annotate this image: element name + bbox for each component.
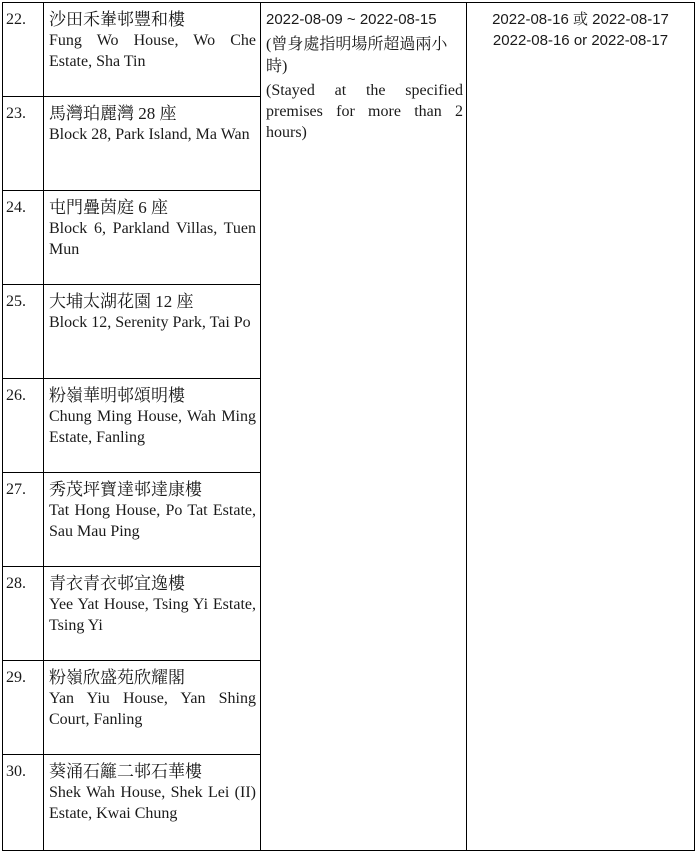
row-number: 27. bbox=[3, 473, 44, 567]
row-number: 26. bbox=[3, 379, 44, 473]
premises-name-zh: 大埔太湖花園 12 座 bbox=[49, 292, 194, 311]
premises-name-zh: 粉嶺華明邨頌明樓 bbox=[49, 386, 185, 405]
premises-cell bbox=[44, 191, 261, 285]
row-number: 23. bbox=[3, 97, 44, 191]
row-number: 24. bbox=[3, 191, 44, 285]
premises-cell bbox=[44, 755, 261, 851]
premises-cell bbox=[44, 3, 261, 97]
premises-cell bbox=[44, 661, 261, 755]
row-number: 29. bbox=[3, 661, 44, 755]
test-date-zh: 2022-08-16 或 2022-08-17 bbox=[492, 11, 669, 28]
row-number: 25. bbox=[3, 285, 44, 379]
visit-date-range: 2022-08-09 ~ 2022-08-15 bbox=[266, 11, 437, 28]
premises-name-en: Shek Wah House, Shek Lei (II) Estate, Kwai Chung bbox=[49, 784, 256, 822]
premises-name-zh: 葵涌石籬二邨石華樓 bbox=[49, 762, 202, 781]
premises-name-en: Chung Ming House, Wah Ming Estate, Fanling bbox=[49, 408, 256, 446]
premises-name-zh: 粉嶺欣盛苑欣耀閣 bbox=[49, 668, 185, 687]
premises-name-en: Block 28, Park Island, Ma Wan bbox=[49, 126, 250, 143]
premises-name-en: Fung Wo House, Wo Che Estate, Sha Tin bbox=[49, 32, 256, 70]
row-number: 22. bbox=[3, 3, 44, 97]
test-date-cell bbox=[467, 3, 695, 851]
premises-cell bbox=[44, 285, 261, 379]
visit-note-zh: (曾身處指明場所超過兩小時) bbox=[266, 36, 448, 75]
premises-name-zh: 秀茂坪寶達邨達康樓 bbox=[49, 480, 202, 499]
premises-table bbox=[2, 2, 695, 851]
row-number: 30. bbox=[3, 755, 44, 851]
premises-name-zh: 屯門疊茵庭 6 座 bbox=[49, 198, 168, 217]
premises-name-zh: 沙田禾輋邨豐和樓 bbox=[49, 10, 185, 29]
premises-name-zh: 馬灣珀麗灣 28 座 bbox=[49, 104, 177, 123]
row-number: 28. bbox=[3, 567, 44, 661]
premises-cell bbox=[44, 379, 261, 473]
premises-cell bbox=[44, 97, 261, 191]
premises-cell bbox=[44, 473, 261, 567]
premises-name-zh: 青衣青衣邨宜逸樓 bbox=[49, 574, 185, 593]
premises-name-en: Block 12, Serenity Park, Tai Po bbox=[49, 314, 251, 331]
premises-name-en: Tat Hong House, Po Tat Estate, Sau Mau Ping bbox=[49, 502, 256, 540]
premises-name-en: Yan Yiu House, Yan Shing Court, Fanling bbox=[49, 690, 256, 728]
premises-name-en: Yee Yat House, Tsing Yi Estate, Tsing Yi bbox=[49, 596, 256, 634]
visit-date-cell bbox=[261, 3, 467, 851]
test-date-en: 2022-08-16 or 2022-08-17 bbox=[492, 32, 669, 49]
premises-cell bbox=[44, 567, 261, 661]
premises-name-en: Block 6, Parkland Villas, Tuen Mun bbox=[49, 220, 256, 258]
visit-note-en: (Stayed at the specified premises for more than 2 hours) bbox=[266, 82, 463, 141]
